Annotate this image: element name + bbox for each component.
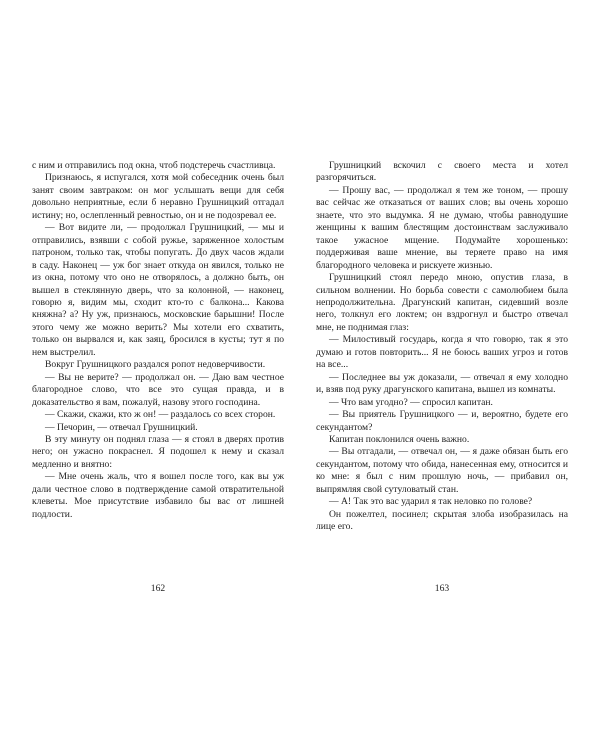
- paragraph: — Вы приятель Грушницкого — и, вероятно, будете его секундантом?: [316, 409, 568, 433]
- page-number-right: 163: [434, 583, 450, 594]
- paragraph: Капитан поклонился очень важно.: [329, 433, 470, 445]
- paragraph: Признаюсь, я испугался, хотя мой собеседник очень был занят своим завтраком: он мог услышать вещи для себя довольно неприятные, если б неравно Грушницкий отгадал истину; но, ослепленный ревностью, он и не подозревал ее.: [32, 172, 284, 221]
- paragraph: Грушницкий стоял передо мною, опустив глаза, в сильном волнении. Но борьба совести с самолюбием была непродолжительна. Драгунский капитан, сидевший возле него, толкнул его локтем; он вздрогнул и быстро отвечал мне, не поднимая глаз:: [316, 272, 568, 333]
- paragraph: В эту минуту он поднял глаза — я стоял в дверях против него; он ужасно покраснел. Я подошел к нему и сказал медленно и внятно:: [32, 433, 284, 470]
- paragraph: — Скажи, скажи, кто ж он! — раздалось со всех сторон.: [45, 409, 276, 421]
- paragraph: — Вот видите ли, — продолжал Грушницкий, — мы и отправились, взявши с собой ружье, заряженное холостым патроном, только так, чтобы попугать. До двух часов ждали в саду. Наконец — уж бог знает откуда он явился, только не из окна, потому что оно не отворялось, а должно быть, он вышел в стеклянную дверь, что за колонной, — наконец, говорю я, видим мы, сходит кто-то с балкона... Какова княжна? а? Ну уж, признаюсь, московские барышни! После этого чему же можно верить? Мы хотели его схватить, только он вырвался и, как заяц, бросился в кусты; тут я по нем выстрелил.: [32, 222, 284, 358]
- left-page: [32, 160, 284, 521]
- paragraph: — Печорин, — отвечал Грушницкий.: [45, 421, 198, 433]
- paragraph: — А! Так это вас ударил я так неловко по голове?: [329, 496, 533, 508]
- paragraph: — Вы отгадали, — отвечал он, — я даже обязан быть его секундантом, потому что обида, нанесенная ему, относится и ко мне: я был с ним прошлую ночь, — прибавил он, выпрямляя свой сутуловатый стан.: [316, 446, 568, 495]
- paragraph: — Вы не верите? — продолжал он. — Даю вам честное благородное слово, что все это сущая правда, и в доказательство я вам, пожалуй, назову этого господина.: [32, 371, 284, 408]
- right-page: [316, 160, 568, 534]
- paragraph: с ним и отправились под окна, чтоб подстеречь счастливца.: [32, 160, 276, 171]
- paragraph: — Мне очень жаль, что я вошел после того, как вы уж дали честное слово в подтверждение самой отвратительной клеветы. Мое присутствие избавило бы вас от лишней подлости.: [32, 471, 284, 520]
- paragraph: — Прошу вас, — продолжал я тем же тоном, — прошу вас сейчас же отказаться от ваших слов; вы очень хорошо знаете, что это выдумка. Я не думаю, чтобы равнодушие женщины к вашим блестящим достоинствам заслуживало такое ужасное мщение. Подумайте хорошенько: поддерживая ваше мнение, вы теряете право на имя благородного человека и рискуете жизнью.: [316, 184, 568, 271]
- paragraph: Грушницкий вскочил с своего места и хотел разгорячиться.: [316, 160, 568, 184]
- paragraph: Вокруг Грушницкого раздался ропот недоверчивости.: [45, 359, 266, 371]
- paragraph: — Последнее вы уж доказали, — отвечал я ему холодно и, взяв под руку драгунского капитана, вышел из комнаты.: [316, 371, 568, 396]
- page-number-left: 162: [150, 583, 166, 594]
- paragraph: — Милостивый государь, когда я что говорю, так я это думаю и готов повторить... Я не боюсь ваших угроз и готов на все...: [316, 334, 568, 371]
- paragraph: Он пожелтел, посинел; скрытая злоба изобразилась на лице его.: [316, 508, 568, 533]
- paragraph: — Что вам угодно? — спросил капитан.: [329, 396, 493, 408]
